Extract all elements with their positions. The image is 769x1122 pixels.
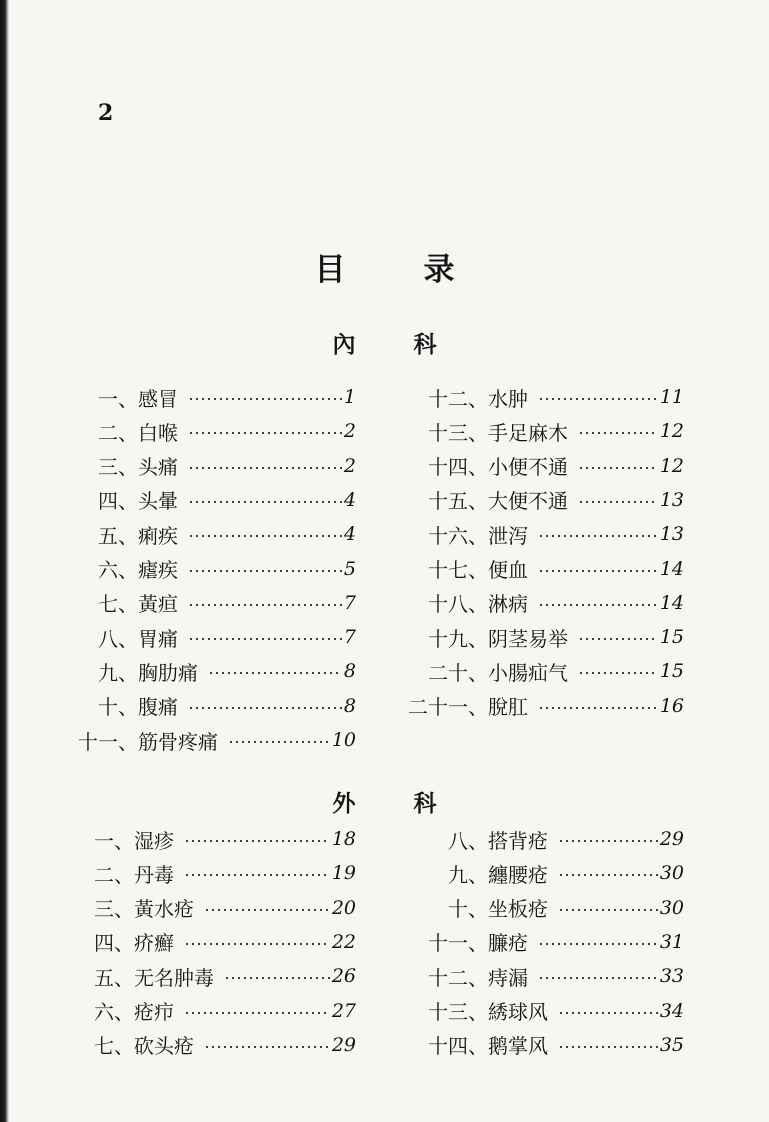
toc-entry [66, 1028, 356, 1062]
toc-entry [66, 449, 356, 483]
page-number: 2 [98, 100, 114, 126]
toc-entry-title: 丹毒 [134, 862, 174, 887]
toc-entry-page: 29 [331, 1033, 356, 1056]
dot-leader [538, 604, 658, 606]
section-title-internal [0, 326, 769, 359]
toc-entry-number: 十四、 [428, 1034, 488, 1059]
toc-entry-title: 疥癬 [134, 931, 174, 956]
toc-entry-number: 十一、 [78, 729, 138, 754]
toc-entry-number: 十九、 [428, 626, 488, 651]
toc-entry [394, 822, 684, 856]
toc-entry [66, 654, 356, 688]
toc-entry-page: 12 [659, 420, 684, 443]
toc-entry [66, 891, 356, 925]
toc-entry-title: 感冒 [138, 386, 178, 411]
section-title-char-1: 外 [332, 790, 356, 817]
toc-entry-title: 头痛 [138, 455, 178, 480]
toc-entry-title: 臁疮 [488, 931, 528, 956]
toc-entry-page: 15 [659, 626, 684, 649]
dot-leader [558, 909, 658, 911]
dot-leader [538, 398, 658, 400]
toc-entry-title: 水肿 [488, 386, 528, 411]
toc-entry-page: 10 [331, 729, 356, 751]
toc-entry-number: 三、 [98, 455, 138, 480]
dot-leader [578, 432, 658, 434]
toc-entry [394, 620, 684, 654]
toc-entry-page: 4 [343, 523, 356, 546]
toc-entry-title: 阴茎易举 [488, 626, 568, 651]
dot-leader [188, 432, 342, 434]
toc-entry [394, 689, 684, 723]
toc-entry-page: 1 [343, 386, 356, 408]
toc-entry-page: 14 [659, 557, 684, 580]
toc-entry-page: 12 [659, 454, 684, 477]
toc-entry [394, 586, 684, 620]
toc-entry [66, 822, 356, 856]
dot-leader [188, 570, 342, 572]
dot-leader [578, 638, 658, 640]
toc-entry-title: 小腸疝气 [488, 660, 568, 685]
toc-entry-number: 二十一、 [408, 695, 488, 720]
dot-leader [558, 840, 658, 842]
dot-leader [188, 535, 342, 537]
dot-leader [188, 501, 342, 503]
dot-leader [188, 398, 342, 400]
toc-entry-page: 15 [659, 660, 684, 683]
toc-entry-number: 十一、 [428, 931, 488, 956]
dot-leader [188, 638, 342, 640]
dot-leader [538, 977, 658, 979]
toc-entry-page: 7 [343, 626, 356, 649]
toc-entry-page: 14 [659, 591, 684, 614]
dot-leader [184, 840, 330, 842]
toc-entry-number: 十五、 [428, 489, 488, 514]
toc-entry-title: 坐板疮 [488, 897, 548, 922]
toc-entry-page: 18 [331, 828, 356, 850]
toc-entry-number: 四、 [94, 931, 134, 956]
toc-entry-page: 7 [343, 591, 356, 614]
toc-entry-page: 20 [331, 896, 356, 919]
toc-entry-number: 七、 [94, 1034, 134, 1059]
toc-entry-title: 大便不通 [488, 489, 568, 514]
toc-entry [66, 414, 356, 448]
dot-leader [538, 535, 658, 537]
toc-entry-title: 手足麻木 [488, 420, 568, 445]
dot-leader [558, 874, 658, 876]
dot-leader [188, 467, 342, 469]
dot-leader [558, 1012, 658, 1014]
toc-entry [394, 1028, 684, 1062]
title-char-1: 目 [314, 252, 346, 288]
toc-entry [394, 380, 684, 414]
toc-entry-number: 十二、 [428, 965, 488, 990]
toc-entry-title: 筋骨疼痛 [138, 729, 218, 754]
toc-entry [66, 689, 356, 723]
toc-entry-title: 白喉 [138, 420, 178, 445]
toc-entry-page: 31 [659, 930, 684, 953]
toc-entry [66, 994, 356, 1028]
toc-entry [394, 891, 684, 925]
toc-entry-page: 16 [659, 694, 684, 717]
toc-entry-number: 十、 [448, 897, 488, 922]
toc-entry [66, 517, 356, 551]
toc-entry [394, 959, 684, 993]
toc-entry-page: 2 [343, 454, 356, 477]
dot-leader [228, 741, 330, 743]
dot-leader [208, 672, 342, 674]
toc-entry-page: 33 [659, 965, 684, 988]
toc-entry-number: 二、 [98, 420, 138, 445]
dot-leader [188, 604, 342, 606]
toc-entry-number: 二十、 [428, 660, 488, 685]
toc-entry-page: 26 [331, 965, 356, 988]
toc-entry [66, 620, 356, 654]
dot-leader [224, 977, 330, 979]
toc-entry [394, 654, 684, 688]
toc-entry-title: 小便不通 [488, 455, 568, 480]
toc-entry-page: 4 [343, 488, 356, 511]
book-binding-edge [0, 0, 9, 1122]
toc-entry-number: 十四、 [428, 455, 488, 480]
toc-entry [66, 723, 356, 757]
toc-entry-page: 13 [659, 488, 684, 511]
toc-entry-number: 九、 [448, 862, 488, 887]
toc-entry [66, 925, 356, 959]
toc-entry-number: 十二、 [428, 386, 488, 411]
toc-entry-title: 淋病 [488, 592, 528, 617]
toc-entry-number: 一、 [98, 386, 138, 411]
dot-leader [184, 874, 330, 876]
toc-entry-title: 头暈 [138, 489, 178, 514]
dot-leader [578, 672, 658, 674]
toc-entry-page: 13 [659, 523, 684, 546]
toc-entry-page: 29 [659, 828, 684, 850]
toc-entry-page: 30 [659, 896, 684, 919]
toc-entry-title: 泄泻 [488, 523, 528, 548]
toc-entry-title: 胸肋痛 [138, 660, 198, 685]
toc-entry [394, 517, 684, 551]
toc-entry [394, 925, 684, 959]
toc-entry-title: 便血 [488, 558, 528, 582]
toc-entry-number: 十七、 [428, 558, 488, 582]
toc-entry [66, 483, 356, 517]
toc-entry-number: 十、 [98, 695, 138, 720]
toc-entry-title: 胃痛 [138, 626, 178, 651]
dot-leader [538, 943, 658, 945]
toc-entry-number: 七、 [98, 592, 138, 617]
toc-entry [394, 449, 684, 483]
toc-entry-number: 一、 [94, 828, 134, 853]
toc-entry [394, 414, 684, 448]
toc-entry [394, 483, 684, 517]
toc-entry-page: 35 [659, 1033, 684, 1056]
dot-leader [578, 467, 658, 469]
toc-entry-title: 搭背疮 [488, 828, 548, 853]
toc-entry-number: 八、 [448, 828, 488, 853]
toc-entry-number: 五、 [98, 523, 138, 548]
toc-entry-number: 五、 [94, 965, 134, 990]
toc-entry [66, 380, 356, 414]
toc-entry [394, 994, 684, 1028]
toc-entry-page: 5 [343, 557, 356, 580]
toc-entry-page: 2 [343, 420, 356, 443]
dot-leader [578, 501, 658, 503]
toc-entry-number: 十三、 [428, 420, 488, 445]
toc-entry-number: 九、 [98, 660, 138, 685]
toc-entry-number: 二、 [94, 862, 134, 887]
toc-entry [66, 959, 356, 993]
toc-entry-number: 十三、 [428, 1000, 488, 1024]
dot-leader [188, 707, 342, 709]
toc-entry-title: 砍头疮 [134, 1034, 194, 1059]
toc-entry-title: 纏腰疮 [488, 862, 548, 887]
toc-entry-title: 痢疾 [138, 523, 178, 548]
toc-entry-page: 22 [331, 930, 356, 953]
dot-leader [184, 1012, 330, 1014]
page-title [0, 244, 769, 289]
toc-entry-page: 30 [659, 862, 684, 885]
toc-entry-title: 疮疖 [134, 1000, 174, 1024]
toc-entry-page: 19 [331, 862, 356, 885]
section-title-external [0, 785, 769, 818]
toc-entry-title: 无名肿毒 [134, 965, 214, 990]
dot-leader [184, 943, 330, 945]
toc-entry-number: 六、 [98, 558, 138, 582]
toc-entry-title: 脫肛 [488, 695, 528, 720]
toc-entry-page: 34 [659, 999, 684, 1022]
toc-entry [66, 856, 356, 890]
dot-leader [558, 1046, 658, 1048]
title-char-2: 录 [423, 252, 455, 288]
toc-entry-page: 8 [343, 660, 356, 683]
toc-entry-number: 三、 [94, 897, 134, 922]
section-title-char-2: 科 [413, 331, 437, 358]
toc-entry-title: 鹅掌风 [488, 1034, 548, 1059]
section-title-char-2: 科 [413, 790, 437, 817]
toc-entry-number: 十八、 [428, 592, 488, 617]
dot-leader [538, 707, 658, 709]
toc-entry-page: 8 [343, 694, 356, 717]
dot-leader [204, 909, 330, 911]
dot-leader [538, 570, 658, 572]
toc-entry-number: 十六、 [428, 523, 488, 548]
toc-entry-number: 八、 [98, 626, 138, 651]
dot-leader [204, 1046, 330, 1048]
toc-entry-title: 綉球风 [488, 1000, 548, 1024]
toc-entry-page: 27 [331, 999, 356, 1022]
toc-entry [394, 552, 684, 586]
toc-entry [66, 552, 356, 586]
toc-entry-title: 瘧疾 [138, 558, 178, 582]
toc-entry [66, 586, 356, 620]
section-title-char-1: 內 [332, 331, 356, 358]
toc-entry [394, 856, 684, 890]
toc-entry-number: 四、 [98, 489, 138, 514]
toc-entry-number: 六、 [94, 1000, 134, 1024]
toc-entry-title: 腹痛 [138, 695, 178, 720]
toc-entry-title: 湿疹 [134, 828, 174, 853]
toc-entry-title: 黃水疮 [134, 897, 194, 922]
toc-entry-title: 黃疸 [138, 592, 178, 617]
toc-entry-page: 11 [659, 386, 684, 408]
toc-entry-title: 痔漏 [488, 965, 528, 990]
